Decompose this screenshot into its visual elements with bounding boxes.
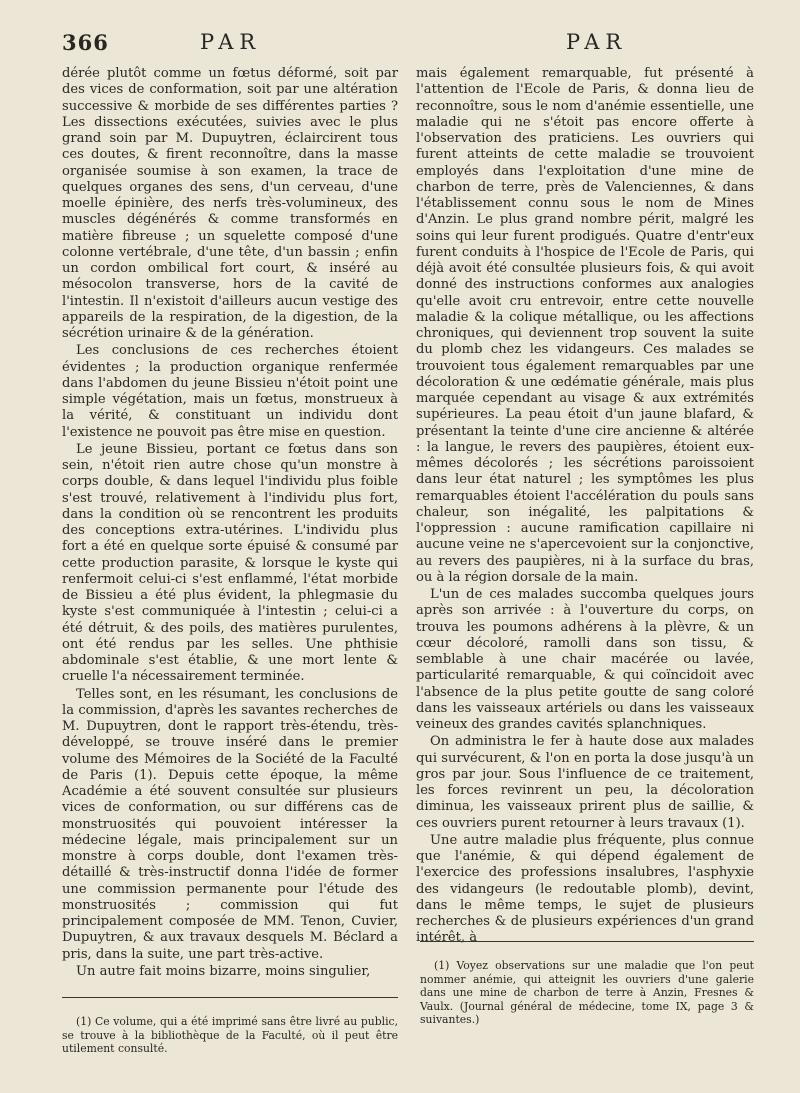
right-column [416,66,754,947]
footnote-text: (1) Voyez observations sur une maladie que l'on peut nommer anémie, qui atteignit les ouvriers d'une galerie dans une mine de charbon de terre à Anzin, Fresnes & Vaulx. (Journal général de médecine, tome IX, page 3 & suivantes.) [420,959,754,1027]
paragraph: dérée plutôt comme un fœtus déformé, soit par des vices de conformation, soit par une altération successive & morbide de ses différentes parties ? Les dissections exécutées, suivies avec le plus grand soin par M. Dupuytren, éclaircirent tous ces doutes, & firent reconnoître, dans la masse organisée soumise à son examen, la trace de quelques organes des sens, d'un cerveau, d'une moelle épinière, des nerfs très-volumineux, des muscles dégénérés & comme transformés en matière fibreuse ; un squelette composé d'une colonne vertébrale, d'une tête, d'un bassin ; enfin un cordon ombilical fort court, & inséré au mésocolon transverse, hors de la cavité de l'intestin. Il n'existoit d'ailleurs aucun vestige des appareils de la respiration, de la digestion, de la sécrétion urinaire & de la génération. [62,66,398,341]
paragraph: Une autre maladie plus fréquente, plus connue que l'anémie, & qui dépend également de l'exercice des professions insalubres, l'asphyxie des vidangeurs (le redoutable plomb), devint, dans le même temps, le sujet de plusieurs recherches & de plusieurs expériences d'un grand intérêt, à [416,832,754,946]
paragraph: On administra le fer à haute dose aux malades qui survécurent, & l'on en porta la dose jusqu'à un gros par jour. Sous l'influence de ce traitement, les forces revinrent un peu, la décoloration diminua, les vaisseaux prirent plus de saillie, & ces ouvriers purent retourner à leurs travaux (1). [416,734,754,831]
paragraph: Les conclusions de ces recherches étoient évidentes ; la production organique renfermée dans l'abdomen du jeune Bissieu n'étoit point une simple végétation, mais un fœtus, monstrueux à la vérité, & constituant un individu dont l'existence ne pouvoit pas être mise en question. [62,343,398,440]
footnote-text: (1) Ce volume, qui a été imprimé sans être livré au public, se trouve à la bibliothèque de la Faculté, où il peut être utilement consulté. [62,1015,398,1056]
footnote-right [420,959,754,1027]
footnote-rule-left [62,997,398,998]
running-head-right: PAR [566,30,628,54]
page-number: 366 [62,30,109,55]
footnote-rule-right [420,941,754,942]
footnote-left [62,1015,398,1056]
paragraph: Un autre fait moins bizarre, moins singulier, [76,963,371,979]
running-head-left: PAR [200,30,262,54]
paragraph: Telles sont, en les résumant, les conclusions de la commission, d'après les savantes recherches de M. Dupuytren, dont le rapport très-étendu, très-développé, se trouve inséré dans le premier volume des Mémoires de la Société de la Faculté de Paris (1). Depuis cette époque, la même Académie a été souvent consultée sur plusieurs vices de conformation, ou sur différens cas de monstruosités qui pouvoient intéresser la médecine légale, mais principalement sur un monstre à corps double, dont l'examen très-détaillé & très-instructif donna l'idée de former une commission permanente pour l'étude des monstruosités ; commission qui fut principalement composée de MM. Tenon, Cuvier, Dupuytren, & aux travaux desquels M. Béclard a pris, dans la suite, une part très-active. [62,686,398,962]
paragraph: mais également remarquable, fut présenté à l'attention de l'Ecole de Paris, & donna lieu de reconnoître, sous le nom d'anémie essentielle, une maladie qui ne s'étoit pas encore offerte à l'observation des praticiens. Les ouvriers qui furent atteints de cette maladie se trouvoient employés dans l'exploitation d'une mine de charbon de terre, près de Valenciennes, & dans l'établissement connu sous le nom de Mines d'Anzin. Le plus grand nombre périt, malgré les soins qui leur furent prodigués. Quatre d'entr'eux furent conduits à l'hospice de l'Ecole de Paris, qui déjà avoit été consultée plusieurs fois, & qui avoit donné des instructions conformes aux analogies qu'elle avoit cru entrevoir, entre cette nouvelle maladie & la colique métallique, ou les affections chroniques, qui deviennent trop souvent la suite du plomb chez les vidangeurs. Ces malades se trouvoient tous également remarquables par une décoloration & une œdématie générale, mais plus marquée cependant au visage & aux extrémités supérieures. La peau étoit d'un jaune blafard, & présentant la teinte d'une cire ancienne & altérée : la langue, le revers des paupières, étoient eux-mêmes décolorés ; les sécrétions paroissoient dans leur état naturel ; les symptômes les plus remarquables étoient l'accélération du pouls sans chaleur, son inégalité, les palpitations & l'oppression : aucune ramification capillaire ni aucune veine ne s'apercevoient sur la conjonctive, au revers des paupières, ni à la surface du bras, ou à la région dorsale de la main. [416,66,754,585]
paragraph: Le jeune Bissieu, portant ce fœtus dans son sein, n'étoit rien autre chose qu'un monstre à corps double, & dans lequel l'individu plus foible s'est trouvé, relativement à l'individu plus fort, dans la condition où se rencontrent les produits des conceptions extra-utérines. L'individu plus fort a été en quelque sorte épuisé & consumé par cette production parasite, & lorsque le kyste qui renfermoit celui-ci s'est enflammé, l'état morbide de Bissieu a été plus évident, la phlegmasie du kyste s'est communiquée à l'intestin ; celui-ci a été détruit, & des poils, des matières purulentes, ont été rendus par les selles. Une phthisie abdominale s'est établie, & une mort lente & cruelle l'a nécessairement terminée. [62,441,398,685]
page-header [0,30,800,64]
left-column [62,66,398,980]
paragraph: L'un de ces malades succomba quelques jours après son arrivée : à l'ouverture du corps, on trouva les poumons adhérens à la plèvre, & un cœur décoloré, ramolli dans son tissu, & semblable à une chair macérée ou lavée, particularité remarquable, & qui coïncidoit avec l'absence de la plus petite goutte de sang coloré dans les vaisseaux artériels ou dans les vaisseaux veineux des grandes cavités splanchniques. [416,587,754,732]
